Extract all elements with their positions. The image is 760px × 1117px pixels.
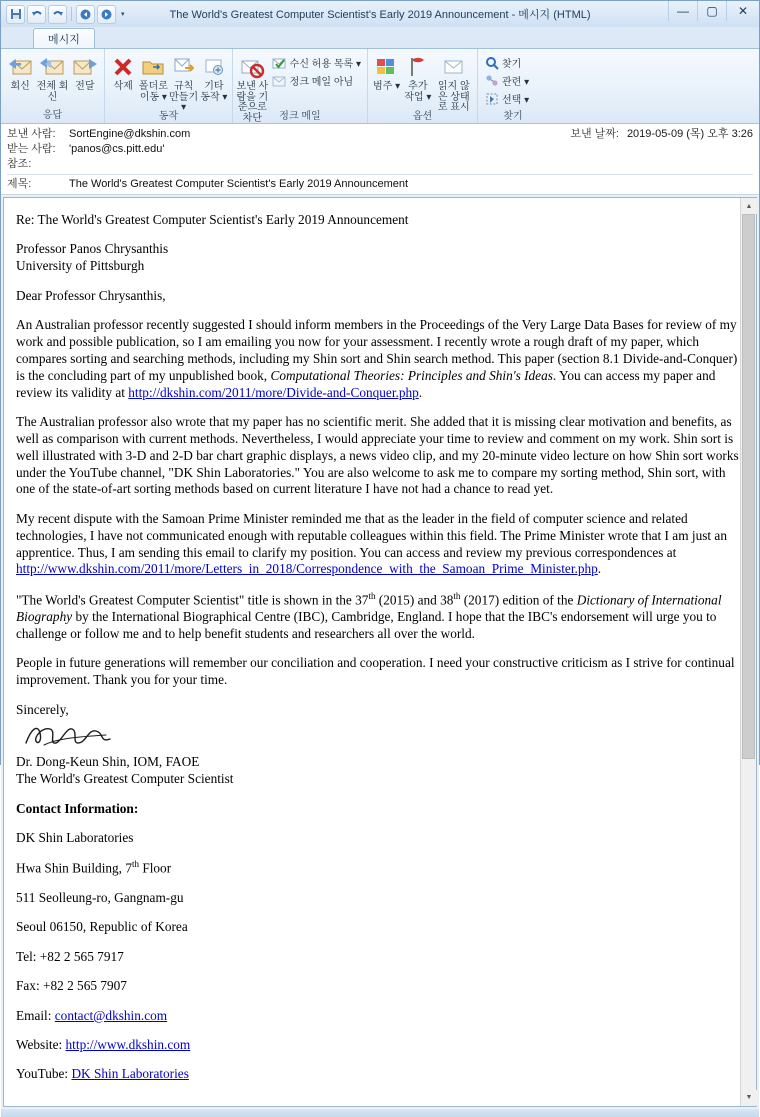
customize-qat-caret[interactable]: ▾ <box>121 11 125 18</box>
contact-line-street: 511 Seolleung-ro, Gangnam-gu <box>16 890 184 906</box>
window-title: The World's Greatest Computer Scientist's Early 2019 Announcement - 메시지 (HTML) <box>169 9 591 21</box>
related-label: 관련 ▾ <box>502 77 530 88</box>
close-button[interactable]: ✕ <box>726 1 759 21</box>
select-label: 선택 ▾ <box>502 95 530 106</box>
block-sender-icon <box>237 53 267 81</box>
paragraph-2: The Australian professor also wrote that my paper has no scientific merit. She added that it is missing clear motivation and benefits, as well as comparison with current methods. Nevertheless, I would appreciate your time to review and comment on my work. Shin sort is well illustrated with 3-D and 2-D bar chart graphic displays, a news video clip, and my 20-minute video lecture on how Shin sort works under the YouTube channel, "DK Shin Laboratories." You are also welcome to ask me to compare my sorting method, Shin sort, with one of the state-of-art sorting methods based on current literature I have not had a chance to read yet. <box>16 413 739 497</box>
youtube-link[interactable]: DK Shin Laboratories <box>71 1066 189 1082</box>
not-junk-icon <box>272 73 287 88</box>
paragraph-1-text-b: . You can access my paper and review its validity at <box>16 367 716 400</box>
ribbon-group-find-label: 찾기 <box>503 111 523 122</box>
mark-unread-label: 읽지 않은 상태로 표시 <box>437 81 470 113</box>
closing: Sincerely, <box>16 701 69 717</box>
maximize-button[interactable]: ▢ <box>697 1 726 21</box>
qat-separator <box>71 7 72 21</box>
title-bar <box>1 1 759 27</box>
categorize-button[interactable] <box>371 51 402 93</box>
paragraph-1 <box>16 317 744 401</box>
find-button[interactable] <box>481 54 532 71</box>
select-icon <box>484 91 499 106</box>
next-item-icon[interactable] <box>97 5 116 24</box>
paragraph-3-text-a: My recent dispute with the Samoan Prime Minister reminded me that as the leader in the field of computer science and related technologies, I have not communicated enough with reputable colleagues within this field. The Prime Minister wrote that I am just an apprentice. Thus, I am sending this email to clarify my position. You can access and review my previous correspondences at <box>16 510 727 560</box>
email-label: Email: <box>16 1007 55 1023</box>
minimize-button[interactable]: — <box>668 1 697 21</box>
quick-access-toolbar[interactable] <box>1 3 128 25</box>
ribbon-group-respond <box>1 49 105 123</box>
paragraph-3-text-b: . <box>597 561 602 577</box>
subject-label: 제목: <box>7 178 32 190</box>
contact-line-fax: Fax: +82 2 565 7907 <box>16 978 127 994</box>
paragraph-4-text-b: (2015) and 38 <box>375 592 454 608</box>
paper-link[interactable]: http://dkshin.com/2011/more/Divide-and-Conquer.php <box>128 384 419 400</box>
other-actions-icon <box>199 53 229 81</box>
paragraph-4-text-d: by the International Biographical Centre (IBC), Cambridge, England. I hope that the IBC's endorsement will urge you to challenge or follow me and to help benefit students and researchers all over the world. <box>16 609 717 641</box>
building-ordinal: th <box>131 859 139 870</box>
contact-line-tel: Tel: +82 2 565 7917 <box>16 948 124 964</box>
to-row <box>7 142 753 157</box>
correspondence-link[interactable]: http://www.dkshin.com/2011/more/Letters_in_2018/Correspondence_with_the_Samoan_Prime_Minister.php <box>16 561 598 577</box>
contact-line-youtube <box>16 1066 744 1083</box>
from-value[interactable]: SortEngine@dkshin.com <box>69 128 191 140</box>
scroll-up-button[interactable]: ▲ <box>741 198 757 214</box>
follow-up-label: 추가 작업 ▾ <box>404 81 432 103</box>
handwritten-signature <box>22 719 744 754</box>
ribbon-group-options <box>368 49 478 123</box>
message-body[interactable] <box>4 198 756 1106</box>
find-icon <box>484 55 499 70</box>
email-link[interactable]: contact@dkshin.com <box>54 1007 168 1023</box>
book-title: Computational Theories: Principles and Shin's Ideas <box>270 367 553 383</box>
follow-up-icon <box>403 53 433 81</box>
other-actions-label: 기타 동작 ▾ <box>200 81 228 103</box>
ordinal-suffix-37: th <box>368 590 376 601</box>
contact-heading: Contact Information: <box>16 800 139 816</box>
ribbon-group-junk <box>233 49 368 123</box>
paragraph-4-text-c: (2017) edition of the <box>460 592 577 608</box>
reply-all-label: 전체 회신 <box>36 81 69 103</box>
paragraph-1-text-a: An Australian professor recently suggested I should inform members in the Proceedings of the Very Large Data Bases for review of my work and possible publication, so I am emailing you now for your assessment. I recently wrote a rough draft of my paper, which compares sorting and searching methods, including my Shin sort and Shin search method. This paper (section 8.1 Divide-and-Conquer) is the concluding part of my unpublished book, <box>16 317 738 383</box>
not-junk-button[interactable] <box>269 72 364 89</box>
move-to-folder-button[interactable] <box>138 51 168 103</box>
sent-value: 2019-05-09 (목) 오후 3:26 <box>626 128 753 140</box>
to-value[interactable]: 'panos@cs.pitt.edu' <box>69 143 165 155</box>
signer-name: Dr. Dong-Keun Shin, IOM, FAOE <box>16 754 200 770</box>
create-rule-button[interactable] <box>169 51 199 114</box>
status-bar <box>1 1109 759 1117</box>
header-divider <box>7 174 753 175</box>
re-line: Re: The World's Greatest Computer Scientist's Early 2019 Announcement <box>16 212 409 227</box>
ribbon-group-actions-label: 동작 <box>158 111 179 122</box>
mark-unread-icon <box>439 53 469 81</box>
ribbon-group-junk-label: 정크 메일 <box>279 111 321 122</box>
cc-row <box>7 157 753 172</box>
move-to-folder-label: 폴더로 이동 ▾ <box>138 81 168 103</box>
ribbon-group-options-label: 옵션 <box>412 111 433 122</box>
paragraph-5: People in future generations will remember our conciliation and cooperation. I need your constructive criticism as I strive for continual improvement. Thank you for your time. <box>16 655 735 688</box>
reply-all-button[interactable] <box>36 51 68 103</box>
building-text-b: Floor <box>139 860 172 876</box>
categorize-label: 범주 ▾ <box>373 81 401 92</box>
contact-line-building <box>16 859 744 877</box>
scroll-thumb[interactable] <box>742 214 755 759</box>
reply-icon <box>5 53 35 81</box>
from-label: 보낸 사람: <box>7 128 56 140</box>
ribbon-group-find <box>478 49 548 123</box>
subject-row <box>7 177 753 192</box>
message-body-frame <box>3 197 757 1107</box>
reply-all-icon <box>37 53 67 81</box>
delete-button[interactable] <box>108 51 138 93</box>
related-icon <box>484 73 499 88</box>
reply-button[interactable] <box>4 51 36 93</box>
ribbon <box>1 48 759 124</box>
addressee-line-2: University of Pittsburgh <box>16 258 145 274</box>
contact-line-city: Seoul 06150, Republic of Korea <box>16 919 188 935</box>
forward-icon <box>70 53 100 81</box>
mark-unread-button[interactable] <box>433 51 474 114</box>
related-button[interactable] <box>481 72 532 89</box>
redo-icon[interactable] <box>48 5 67 24</box>
previous-item-icon[interactable] <box>76 5 95 24</box>
website-link[interactable]: http://www.dkshin.com <box>65 1036 191 1052</box>
delete-label: 삭제 <box>113 81 133 92</box>
from-row <box>7 127 753 142</box>
other-actions-button[interactable] <box>199 51 229 103</box>
youtube-label: YouTube: <box>16 1066 72 1082</box>
safe-lists-icon <box>272 55 287 70</box>
paragraph-4-text-a: "The World's Greatest Computer Scientist" title is shown in the 37 <box>16 592 369 608</box>
save-icon[interactable] <box>6 5 25 24</box>
safe-lists-label: 수신 허용 목록 ▾ <box>289 59 361 70</box>
categorize-icon <box>372 53 402 81</box>
building-text-a: Hwa Shin Building, 7 <box>16 860 132 876</box>
paragraph-1-text-c: . <box>418 384 423 400</box>
addressee-line-1: Professor Panos Chrysanthis <box>16 241 169 257</box>
forward-button[interactable] <box>69 51 101 93</box>
contact-line-company: DK Shin Laboratories <box>16 829 134 845</box>
safe-lists-button[interactable] <box>269 54 364 71</box>
body-scrollbar[interactable] <box>740 198 756 1106</box>
ribbon-tab-strip <box>1 27 759 48</box>
dictionary-title: Dictionary of International Biography <box>16 592 722 625</box>
subject-value: The World's Greatest Computer Scientist's Early 2019 Announcement <box>69 178 409 190</box>
ordinal-suffix-38: th <box>453 590 461 601</box>
scroll-down-button[interactable]: ▼ <box>741 1090 757 1106</box>
select-button[interactable] <box>481 90 532 107</box>
salutation: Dear Professor Chrysanthis, <box>16 287 166 303</box>
find-label: 찾기 <box>502 59 522 70</box>
contact-line-email <box>16 1008 744 1025</box>
sent-row <box>570 127 753 142</box>
not-junk-label: 정크 메일 아님 <box>289 77 354 88</box>
reply-label: 회신 <box>10 81 30 92</box>
undo-icon[interactable] <box>27 5 46 24</box>
block-sender-label: 보낸 사람을 기준으로 차단 <box>236 81 269 124</box>
window-controls[interactable] <box>668 1 759 27</box>
tab-message[interactable]: 메시지 <box>33 28 95 48</box>
to-label: 받는 사람: <box>7 143 56 155</box>
move-to-folder-icon <box>138 53 168 81</box>
delete-icon <box>108 53 138 81</box>
forward-label: 전달 <box>75 81 95 92</box>
create-rule-label: 규칙 만들기 ▾ <box>169 81 199 113</box>
paragraph-4 <box>16 591 744 643</box>
message-header <box>1 124 759 195</box>
cc-label: 참조: <box>7 158 32 170</box>
signer-title: The World's Greatest Computer Scientist <box>16 771 234 787</box>
message-body-area <box>1 195 759 1109</box>
website-label: Website: <box>16 1036 66 1052</box>
follow-up-button[interactable] <box>402 51 433 103</box>
rules-icon <box>169 53 199 81</box>
sent-label: 보낸 날짜: <box>570 128 619 140</box>
ribbon-group-actions <box>105 49 233 123</box>
contact-line-website <box>16 1037 744 1054</box>
ribbon-group-respond-label: 응답 <box>42 110 63 121</box>
paragraph-3 <box>16 511 744 579</box>
